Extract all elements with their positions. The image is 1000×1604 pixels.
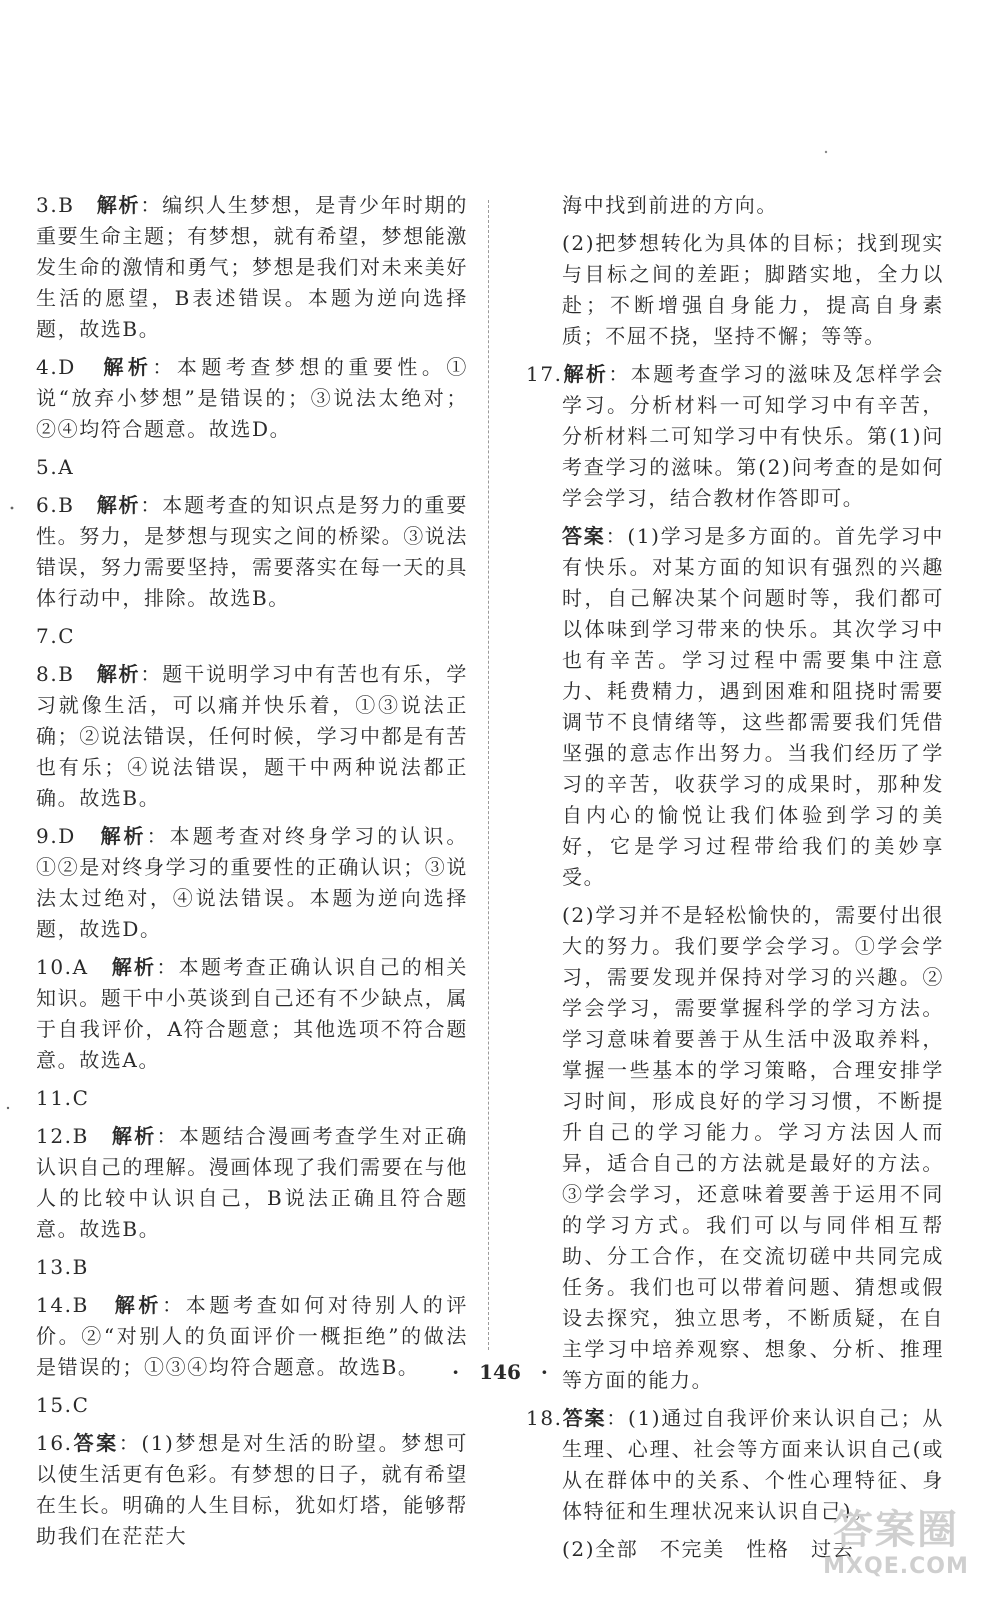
item-text: ：本题考查学习的滋味及怎样学会学习。分析材料一可知学习中有辛苦，分析材料二可知学习中有快乐。第(1)问考查学习的滋味。第(2)问考查的是如何学会学习，结合教材作答即可。 — [562, 362, 945, 510]
answer-item-11 — [36, 1083, 468, 1114]
item-label: 解析 — [114, 1293, 163, 1317]
item-number: 5.A — [36, 455, 75, 479]
column-divider — [488, 200, 489, 1350]
item-text: ：本题考查梦想的重要性。①说“放弃小梦想”是错误的；③说法太绝对；②④均符合题意。故选D。 — [36, 355, 468, 441]
answer-item-17 — [526, 359, 944, 514]
item-label: 答案 — [562, 524, 606, 548]
answer-item-10 — [36, 952, 468, 1076]
item-number: 12.B — [36, 1124, 112, 1148]
item-label: 解析 — [96, 493, 141, 517]
item-label: 解析 — [111, 1124, 157, 1148]
answer-item-15 — [36, 1390, 468, 1421]
item-number: 6.B — [36, 493, 97, 517]
item-label: 解析 — [96, 662, 141, 686]
answer-item-5 — [36, 452, 468, 483]
answer-item-17-answer-1 — [526, 521, 944, 893]
item-number: 9.D — [36, 824, 101, 848]
item-text: ：本题考查对终身学习的认识。①②是对终身学习的重要性的正确认识；③说法太过绝对，④说法错误。本题为逆向选择题，故选D。 — [36, 824, 468, 941]
left-column — [36, 190, 468, 1559]
answer-item-16-part-2 — [526, 228, 944, 352]
item-number: 8.B — [36, 662, 97, 686]
item-number: 15.C — [36, 1393, 90, 1417]
answer-item-17-answer-2 — [526, 900, 944, 1396]
item-label: 解析 — [111, 955, 157, 979]
item-label: 解析 — [562, 362, 609, 386]
item-text: ：本题考查正确认识自己的相关知识。题干中小英谈到自己还有不少缺点，属于自我评价，A符合题意；其他选项不符合题意。故选A。 — [36, 955, 469, 1072]
item-text: ：(1)梦想是对生活的盼望。梦想可以使生活更有色彩。有梦想的日子，就有希望在生长。明确的人生目标，犹如灯塔，能够帮助我们在茫茫大 — [36, 1431, 468, 1548]
answer-item-7 — [36, 621, 468, 652]
item-number: 11.C — [36, 1086, 90, 1110]
item-number: 16. — [36, 1431, 73, 1455]
item-label: 答案 — [562, 1406, 607, 1430]
answer-item-4 — [36, 352, 468, 445]
item-label: 解析 — [103, 355, 153, 379]
item-number: 17. — [526, 362, 563, 386]
answer-item-16-continued — [526, 190, 944, 221]
page-number: · 146 · — [452, 1360, 548, 1384]
answer-item-9 — [36, 821, 468, 945]
item-number: 10.A — [36, 955, 112, 979]
item-number: 18. — [526, 1406, 563, 1430]
answer-item-13 — [36, 1252, 468, 1283]
answer-item-16 — [36, 1428, 468, 1552]
item-number: 13.B — [36, 1255, 89, 1279]
item-text: (2)把梦想转化为具体的目标；找到现实与目标之间的差距；脚踏实地，全力以赴；不断增强自身能力，提高自身素质；不屈不挠，坚持不懈；等等。 — [562, 231, 944, 348]
answer-item-8 — [36, 659, 468, 814]
item-text: (2)学习并不是轻松愉快的，需要付出很大的努力。我们要学会学习。①学会学习，需要发现并保持对学习的兴趣。②学会学习，需要掌握科学的学习方法。学习意味着要善于从生活中汲取养料，掌握一些基本的学习策略，合理安排学习时间，形成良好的学习习惯，不断提升自己的学习能力。学习方法因人而异，适合自己的方法就是最好的方法。③学会学习，还意味着要善于运用不同的学习方式。我们可以与同伴相互帮助、分工合作，在交流切磋中共同完成任务。我们也可以带着问题、猜想或假设去探究，独立思考，不断质疑，在自主学习中培养观察、想象、分析、推理等方面的能力。 — [562, 903, 944, 1392]
watermark-url: MXQE.COM — [823, 1554, 969, 1579]
item-text: ：本题考查的知识点是努力的重要性。努力，是梦想与现实之间的桥梁。③说法错误，努力需要坚持，需要落实在每一天的具体行动中，排除。故选B。 — [36, 493, 469, 610]
item-text: ：题干说明学习中有苦也有乐，学习就像生活，可以痛并快乐着，①③说法正确；②说法错误，任何时候，学习中都是有苦也有乐；④说法错误，题干中两种说法都正确。故选B。 — [36, 662, 469, 810]
watermark-logo: 答案圈 — [833, 1507, 959, 1553]
item-text: ：本题结合漫画考查学生对正确认识自己的理解。漫画体现了我们需要在与他人的比较中认识自己，B说法正确且符合题意。故选B。 — [36, 1124, 468, 1241]
item-number: 14.B — [36, 1293, 115, 1317]
item-text: ：本题考查如何对待别人的评价。②“对别人的负面评价一概拒绝”的做法是错误的；①③④均符合题意。故选B。 — [36, 1293, 468, 1379]
answer-item-12 — [36, 1121, 468, 1245]
item-number: 7.C — [36, 624, 76, 648]
item-label: 解析 — [96, 193, 141, 217]
item-number: 3.B — [36, 193, 97, 217]
answer-item-6 — [36, 490, 468, 614]
item-text: (2)全部 不完美 性格 过去 — [562, 1537, 855, 1561]
item-label: 答案 — [72, 1431, 119, 1455]
site-watermark — [806, 1506, 986, 1586]
item-label: 解析 — [100, 824, 147, 848]
item-number: 4.D — [36, 355, 104, 379]
item-text: ：编织人生梦想，是青少年时期的重要生命主题；有梦想，就有希望，梦想能激发生命的激情和勇气；梦想是我们对未来美好生活的愿望，B表述错误。本题为逆向选择题，故选B。 — [36, 193, 469, 341]
item-text: ：(1)学习是多方面的。首先学习中有快乐。对某方面的知识有强烈的兴趣时，自己解决某个问题时等，我们都可以体味到学习带来的快乐。其次学习中也有辛苦。学习过程中需要集中注意力、耗费精力，遇到困难和阻挠时需要调节不良情绪等，这些都需要我们凭借坚强的意志作出努力。当我们经历了学习的辛苦，收获学习的成果时，那种发自内心的愉悦让我们体验到学习的美好，它是学习过程带给我们的美妙享受。 — [562, 524, 944, 889]
item-text: ：(1)通过自我评价来认识自己；从生理、心理、社会等方面来认识自己(或从在群体中的关系、个性心理特征、身体特征和生理状况来认识自己)。 — [562, 1406, 944, 1523]
item-text: 海中找到前进的方向。 — [562, 193, 778, 217]
answer-item-3 — [36, 190, 468, 345]
